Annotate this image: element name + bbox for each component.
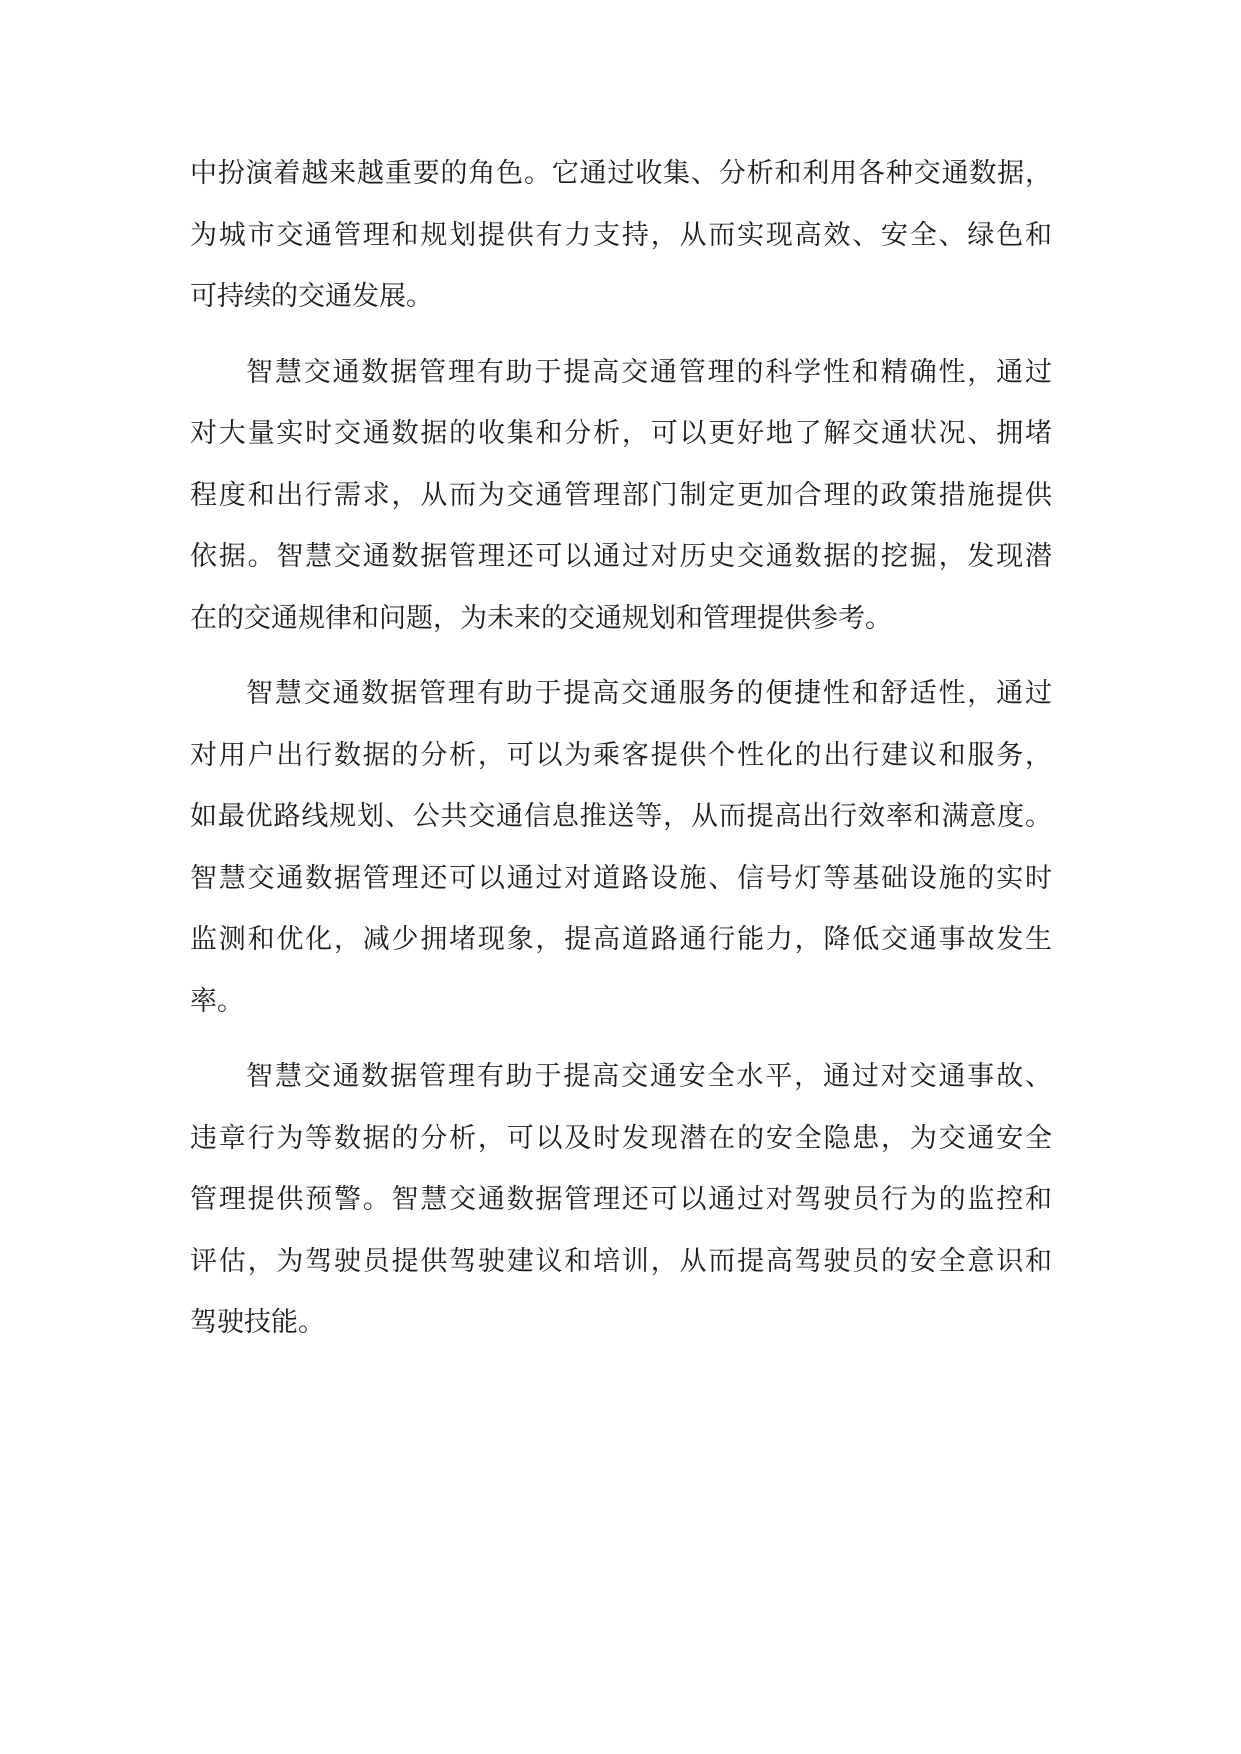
paragraph-spacing [190, 1032, 1052, 1046]
text-line: 智慧交通数据管理有助于提高交通服务的便捷性和舒适性，通过 [246, 678, 1052, 709]
paragraph-service [190, 663, 1052, 1032]
text-line: 驾驶技能。 [190, 1307, 325, 1338]
text-line: 中扮演着越来越重要的角色。它通过收集、分析和利用各种交通数据， [190, 158, 1052, 189]
text-line: 管理提供预警。智慧交通数据管理还可以通过对驾驶员行为的监控和 [190, 1184, 1052, 1215]
text-line: 在的交通规律和问题，为未来的交通规划和管理提供参考。 [190, 602, 892, 634]
paragraph-spacing [190, 328, 1052, 342]
text-line: 智慧交通数据管理有助于提高交通安全水平，通过对交通事故、 [246, 1061, 1052, 1092]
text-line: 评估，为驾驶员提供驾驶建议和培训，从而提高驾驶员的安全意识和 [190, 1245, 1052, 1277]
text-line: 监测和优化，减少拥堵现象，提高道路通行能力，降低交通事故发生 [190, 924, 1052, 955]
text-line: 对用户出行数据的分析，可以为乘客提供个性化的出行建议和服务， [190, 739, 1052, 771]
text-line: 智慧交通数据管理还可以通过对道路设施、信号灯等基础设施的实时 [190, 862, 1052, 894]
text-line: 违章行为等数据的分析，可以及时发现潜在的安全隐患，为交通安全 [190, 1122, 1052, 1154]
text-line: 可持续的交通发展。 [190, 281, 433, 312]
paragraph-management [190, 342, 1052, 650]
paragraph-continued [190, 143, 1052, 328]
body-text [190, 143, 1052, 1354]
text-line: 依据。智慧交通数据管理还可以通过对历史交通数据的挖掘，发现潜 [190, 541, 1052, 572]
paragraph-spacing [190, 649, 1052, 663]
paragraph-safety [190, 1046, 1052, 1354]
text-line: 如最优路线规划、公共交通信息推送等，从而提高出行效率和满意度。 [190, 801, 1052, 832]
text-line: 对大量实时交通数据的收集和分析，可以更好地了解交通状况、拥堵 [190, 418, 1052, 449]
text-line: 为城市交通管理和规划提供有力支持，从而实现高效、安全、绿色和 [190, 219, 1052, 251]
text-line: 程度和出行需求，从而为交通管理部门制定更加合理的政策措施提供 [190, 479, 1052, 511]
text-line: 智慧交通数据管理有助于提高交通管理的科学性和精确性，通过 [246, 356, 1052, 388]
text-line: 率。 [190, 985, 244, 1017]
